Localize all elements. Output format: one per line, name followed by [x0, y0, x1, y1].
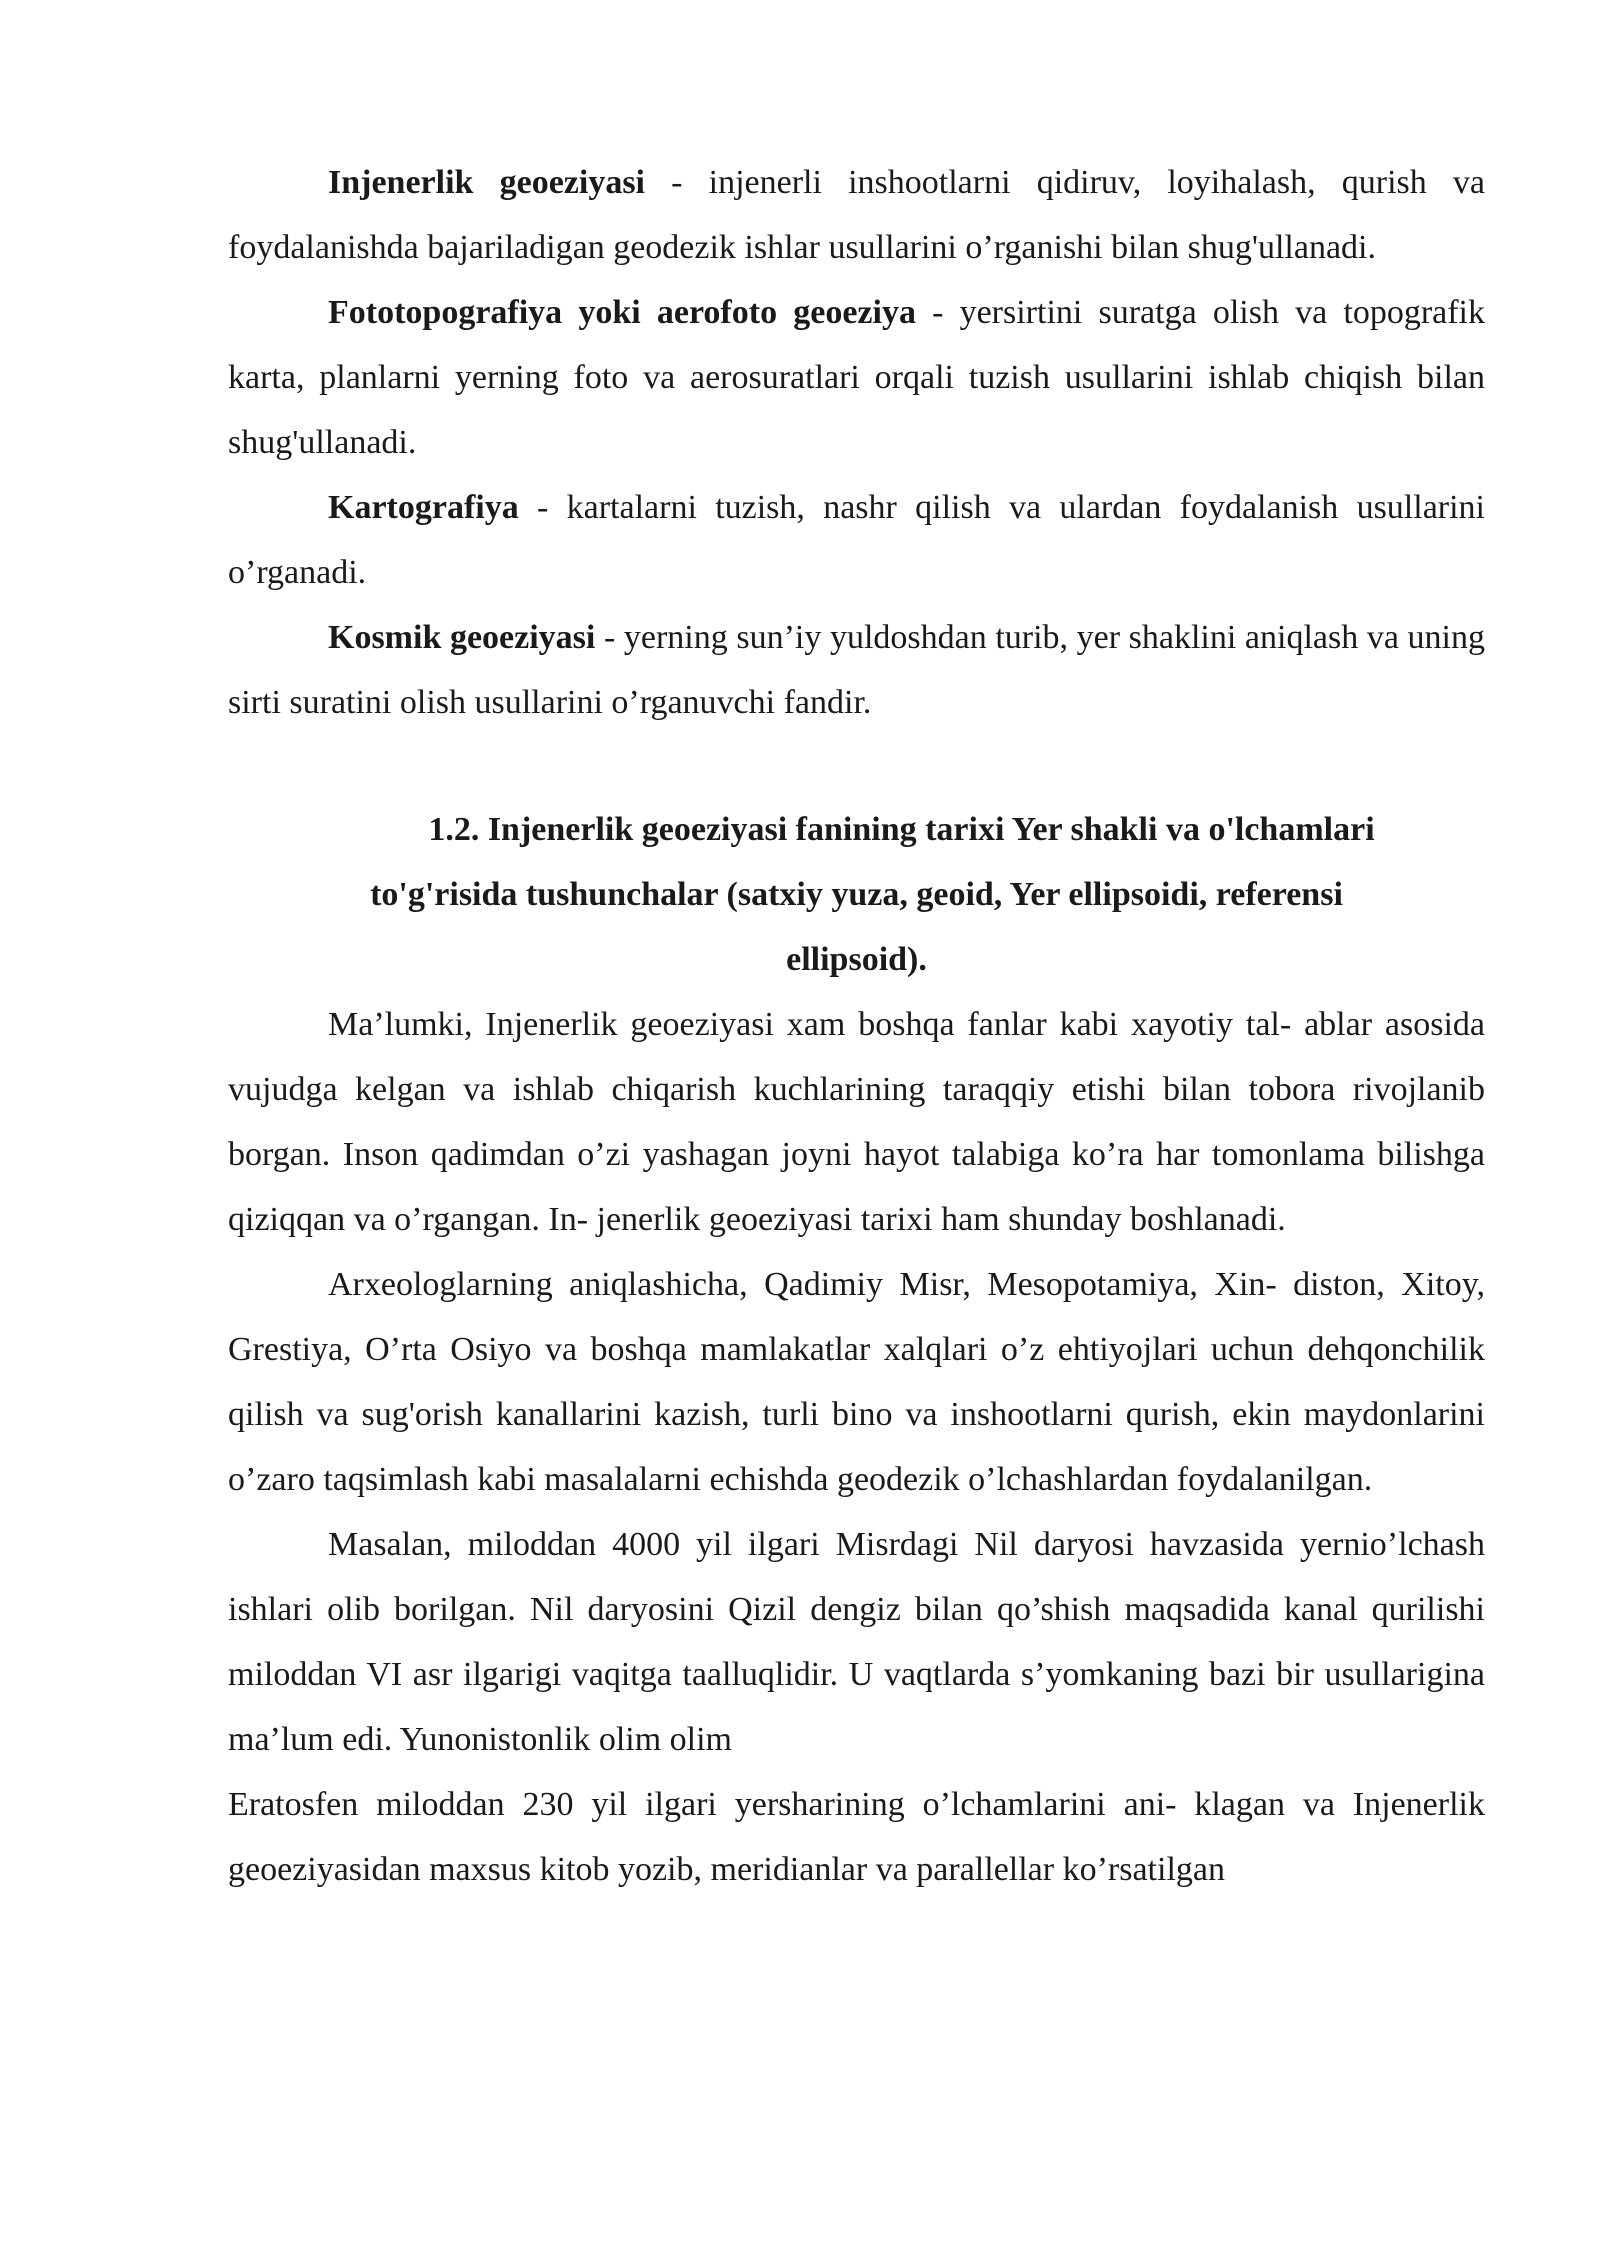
definition-text: - kartalarni tuzish, nashr qilish va ulardan foydalanish usullarini o’rganadi.	[228, 489, 1485, 591]
definition-text: - yersirtini suratga olish va topografik karta, planlarni yerning foto va aerosuratlari orqali tuzish usullarini ishlab chiqish bilan shug'ullanadi.	[228, 294, 1485, 461]
section-heading-line-2: to'g'risida tushunchalar (satxiy yuza, geoid, Yer ellipsoidi, referensi	[370, 876, 1343, 913]
body-paragraph-archaeology: Arxeologlarning aniqlashicha, Qadimiy Misr, Mesopotamiya, Xin- diston, Xitoy, Grestiya, O’rta Osiyo va boshqa mamlakatlar xalqlari o’z ehtiyojlari uchun dehqonchilik qilish va sug'orish kanallarini kazish, turli bino va inshootlarni qurish, ekin maydonlarini o’zaro taqsimlash kabi masalalarni echishda geodezik o’lchashlardan foydalanilgan.	[228, 1266, 1485, 1498]
definition-injenerlik	[228, 150, 1485, 280]
definition-term: Kosmik geoeziyasi	[328, 619, 596, 656]
body-paragraph-egypt: Masalan, miloddan 4000 yil ilgari Misrdagi Nil daryosi havzasida yernio’lchash ishlari olib borilgan. Nil daryosini Qizil dengiz bilan qo’shish maqsadida kanal qurilishi miloddan VI asr ilgarigi vaqitga taalluqlidir. U vaqtlarda s’yomkaning bazi bir usullarigina ma’lum edi. Yunonistonlik olim olim	[228, 1526, 1485, 1758]
definition-term: Fototopografiya yoki aerofoto geoeziya	[328, 294, 916, 331]
page-content	[228, 150, 1485, 1902]
definition-text: - yerning sun’iy yuldoshdan turib, yer shaklini aniqlash va uning sirti suratini olish usullarini o’rganuvchi fandir.	[228, 619, 1485, 721]
definition-term: Injenerlik geoeziyasi	[328, 164, 646, 201]
section-heading-line-1: 1.2. Injenerlik geoeziyasi fanining tarixi Yer shakli va o'lchamlari	[428, 811, 1375, 848]
definition-kartografiya	[228, 475, 1485, 605]
body-paragraph-history: Ma’lumki, Injenerlik geoeziyasi xam boshqa fanlar kabi xayotiy tal- ablar asosida vujudga kelgan va ishlab chiqarish kuchlarining taraqqiy etishi bilan tobora rivojlanib borgan. Inson qadimdan o’zi yashagan joyni hayot talabiga ko’ra har tomonlama bilishga qiziqqan va o’rgangan. In- jenerlik geoeziyasi tarixi ham shunday boshlanadi.	[228, 1006, 1485, 1238]
section-heading-line-3: ellipsoid).	[786, 941, 927, 978]
definition-text: - injenerli inshootlarni qidiruv, loyihalash, qurish va foydalanishda bajariladigan geodezik ishlar usullarini o’rganishi bilan shug'ullanadi.	[228, 164, 1486, 266]
definition-term: Kartografiya	[328, 489, 519, 526]
definition-fototopografiya	[228, 280, 1485, 475]
body-paragraph-eratosthenes: Eratosfen miloddan 230 yil ilgari yersharining o’lchamlarini ani- klagan va Injenerlik geoeziyasidan maxsus kitob yozib, meridianlar va parallellar ko’rsatilgan	[228, 1786, 1485, 1888]
section-heading	[228, 797, 1485, 992]
definition-kosmik	[228, 605, 1485, 735]
